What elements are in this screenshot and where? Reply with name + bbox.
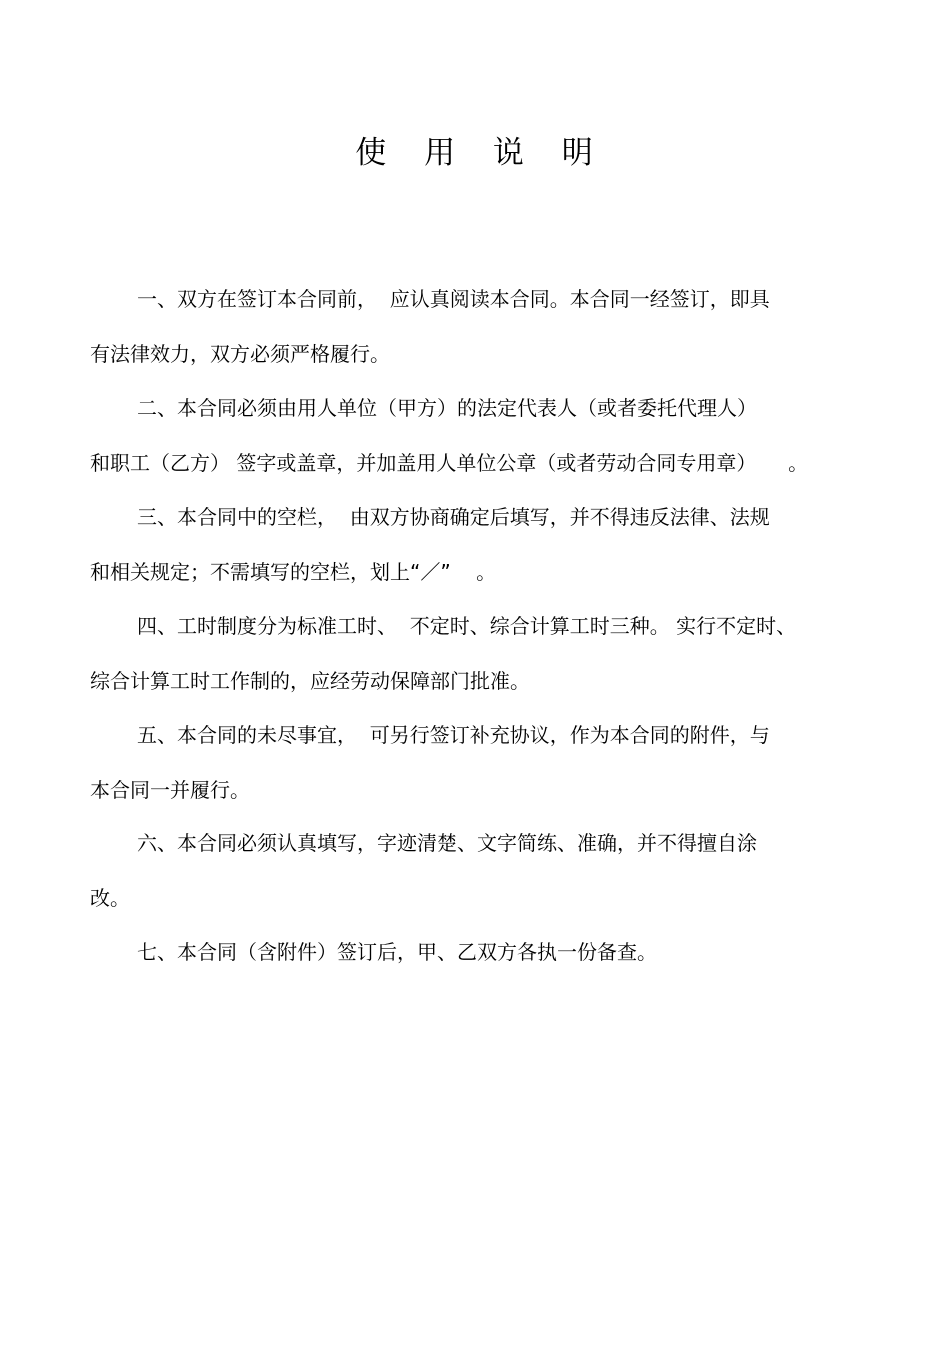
clause-3-line-1: 三、本合同中的空栏， 由双方协商确定后填写，并不得违反法律、法规: [137, 505, 770, 529]
clause-7-line-1: 七、本合同（含附件）签订后，甲、乙双方各执一份备查。: [137, 940, 657, 964]
clause-1-line-1: 一、双方在签订本合同前， 应认真阅读本合同。本合同一经签订，即具: [137, 287, 770, 311]
clause-2-line-1: 二、本合同必须由用人单位（甲方）的法定代表人（或者委托代理人）: [137, 396, 757, 420]
clause-6-line-2: 改。: [90, 886, 130, 910]
clause-4-line-1: 四、工时制度分为标准工时、 不定时、综合计算工时三种。 实行不定时、: [137, 614, 797, 638]
clause-1-line-2: 有法律效力，双方必须严格履行。: [90, 342, 390, 366]
clause-5-line-2: 本合同一并履行。: [90, 778, 250, 802]
clause-5-line-1: 五、本合同的未尽事宜， 可另行签订补充协议，作为本合同的附件，与: [137, 723, 770, 747]
page-title: 使 用 说 明: [355, 135, 607, 171]
clause-6-line-1: 六、本合同必须认真填写，字迹清楚、文字简练、准确，并不得擅自涂: [137, 831, 757, 855]
clause-4-line-2: 综合计算工时工作制的，应经劳动保障部门批准。: [90, 669, 530, 693]
clause-3-line-2: 和相关规定；不需填写的空栏，划上“／” 。: [90, 560, 497, 584]
clause-2-line-2: 和职工（乙方） 签字或盖章，并加盖用人单位公章（或者劳动合同专用章） 。: [90, 451, 809, 475]
